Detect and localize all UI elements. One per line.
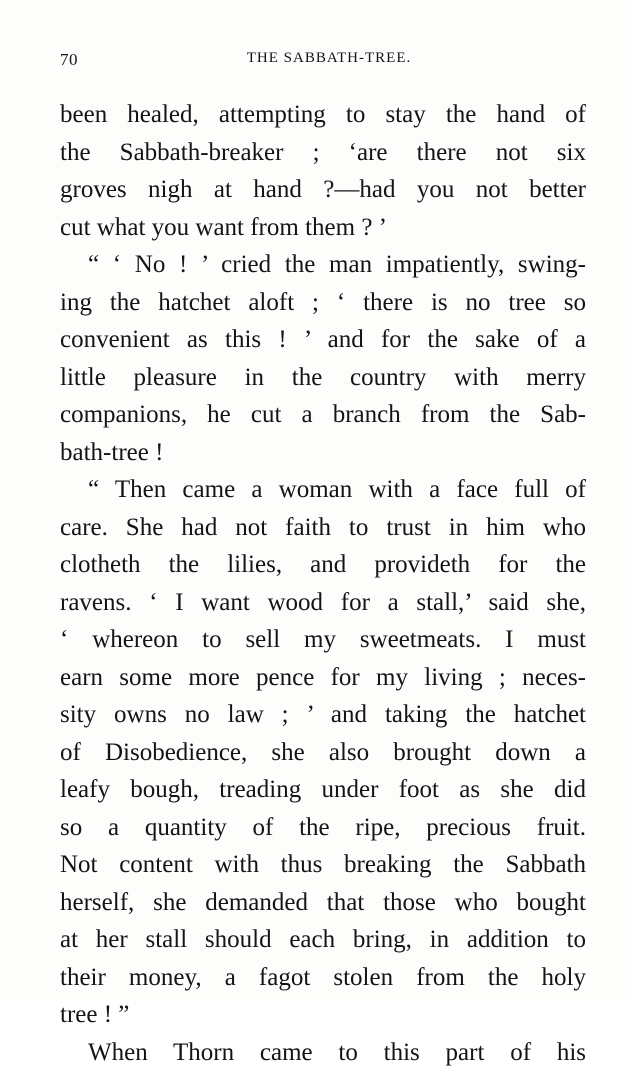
- text-line: of Disobedience, she also brought down a: [60, 734, 586, 772]
- text-line: “ ‘ No ! ’ cried the man impatiently, swing-: [60, 246, 586, 284]
- text-line: groves nigh at hand ?—had you not better: [60, 171, 586, 209]
- text-line: Not content with thus breaking the Sabbath: [60, 846, 586, 884]
- text-line: at her stall should each bring, in addition to: [60, 921, 586, 959]
- text-line: bath-tree !: [60, 434, 586, 472]
- text-line: “ Then came a woman with a face full of: [60, 471, 586, 509]
- text-line: herself, she demanded that those who bought: [60, 884, 586, 922]
- text-line: their money, a fagot stolen from the holy: [60, 959, 586, 997]
- text-line: been healed, attempting to stay the hand of: [60, 96, 586, 134]
- text-line: tree ! ”: [60, 996, 586, 1034]
- text-line: clotheth the lilies, and provideth for the: [60, 546, 586, 584]
- text-line: leafy bough, treading under foot as she did: [60, 771, 586, 809]
- text-line: cut what you want from them ? ’: [60, 209, 586, 247]
- page-number: 70: [60, 50, 78, 70]
- text-line: sity owns no law ; ’ and taking the hatchet: [60, 696, 586, 734]
- text-line: ing the hatchet aloft ; ‘ there is no tree so: [60, 284, 586, 322]
- text-line: companions, he cut a branch from the Sab-: [60, 396, 586, 434]
- text-line: ravens. ‘ I want wood for a stall,’ said she,: [60, 584, 586, 622]
- text-line: convenient as this ! ’ and for the sake of a: [60, 321, 586, 359]
- text-line: earn some more pence for my living ; neces-: [60, 659, 586, 697]
- text-line: so a quantity of the ripe, precious fruit.: [60, 809, 586, 847]
- text-line: When Thorn came to this part of his: [60, 1034, 586, 1071]
- page-header: [60, 50, 586, 74]
- text-line: ‘ whereon to sell my sweetmeats. I must: [60, 621, 586, 659]
- text-line: little pleasure in the country with merry: [60, 359, 586, 397]
- running-title: THE SABBATH-TREE.: [60, 50, 586, 67]
- text-line: the Sabbath-breaker ; ‘are there not six: [60, 134, 586, 172]
- body-text: [60, 96, 586, 1071]
- text-line: care. She had not faith to trust in him who: [60, 509, 586, 547]
